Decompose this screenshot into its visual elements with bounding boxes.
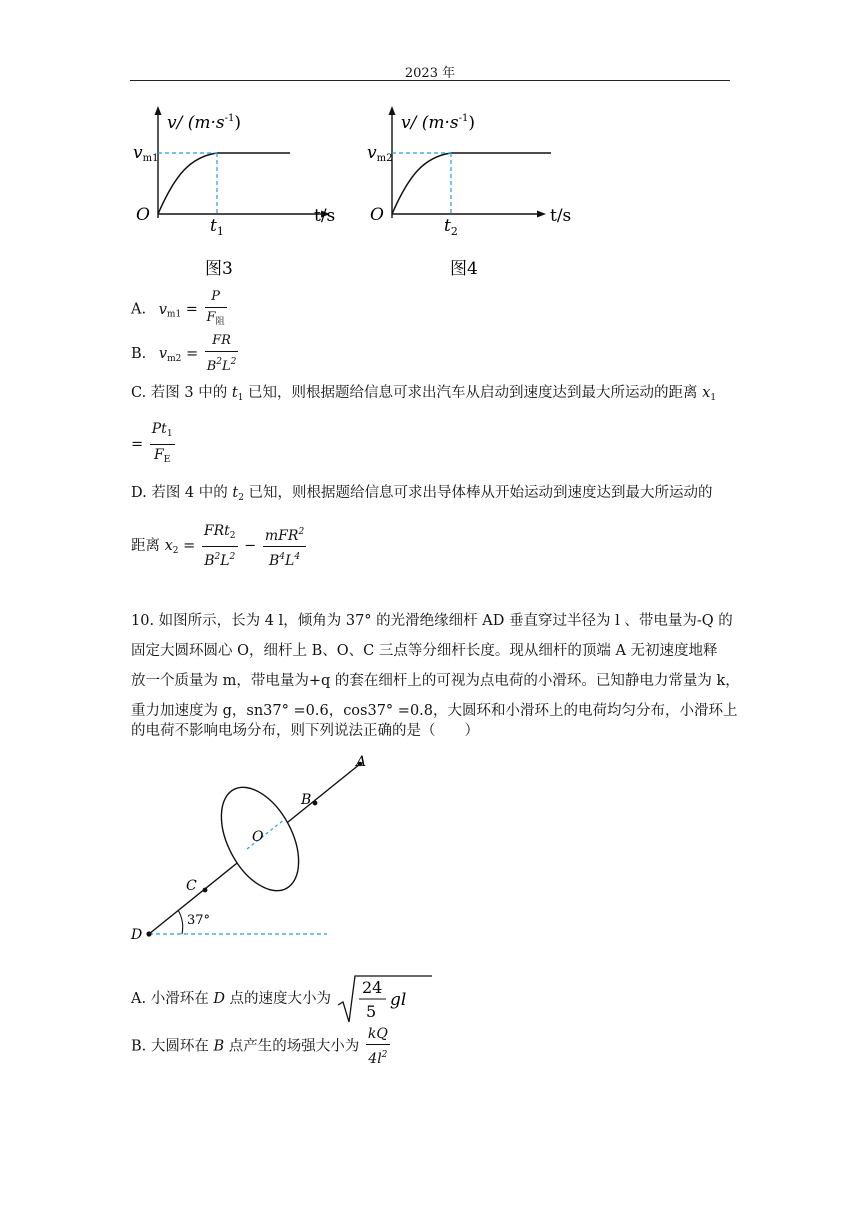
angle-arc <box>178 910 183 934</box>
label-a: A <box>356 754 367 770</box>
q9-option-d-formula: 距离 $x_2$ = $\frac{FRt_2}{B^2L^2}$ − $\frac{mFR^2}{B^4L^4}$ <box>131 523 305 569</box>
point-c <box>203 888 208 893</box>
header-rule <box>130 80 730 81</box>
t-label: $t_1$ <box>210 216 224 238</box>
figure-caption: 图3 <box>205 259 233 279</box>
q9-option-c: C. 若图 3 中的 $t_1$ 已知，则根据题给信息可求出汽车从启动到速度达到最大所运动的距离 $x_1$ <box>131 385 717 403</box>
y-axis-label: v/ $(m\cdot s^{-1})$ <box>401 113 476 133</box>
q9-option-b: B. $v_{m2}$ = $\frac{FR}{B^2L^2}$ <box>131 331 240 377</box>
angle-label: 37° <box>187 913 211 928</box>
t-label: $t_2$ <box>444 216 458 238</box>
q10-figure <box>120 750 367 945</box>
graph-fig3 <box>120 100 360 285</box>
vmax-label: vm2 <box>367 143 393 164</box>
page-header-year: 2023 年 <box>404 66 456 81</box>
origin-label: O <box>370 205 384 225</box>
x-axis-label: t/s <box>314 206 336 226</box>
svg-text:gl: gl <box>389 990 406 1010</box>
svg-text:5: 5 <box>365 1002 376 1021</box>
label-c: C <box>186 878 197 894</box>
svg-text:24: 24 <box>361 978 383 997</box>
graph-fig4 <box>354 100 594 285</box>
q10-line-5: 的电荷不影响电场分布，则下列说法正确的是（ ） <box>131 723 479 739</box>
q10-line-3: 放一个质量为 m，带电量为+q 的套在细杆上的可视为点电荷的小滑环。已知静电力常量为 k， <box>131 673 740 689</box>
label-b: B <box>301 792 312 808</box>
q10-line-1: 10. 如图所示，长为 4 l，倾角为 37° 的光滑绝缘细杆 AD 垂直穿过半径为 l 、带电量为-Q 的 <box>131 613 733 629</box>
q10-line-4: 重力加速度为 g，sn37° =0.6，cos37° =0.8，大圆环和小滑环上的电荷均匀分布，小滑环上 <box>131 703 738 719</box>
q10-line-2: 固定大圆环圆心 O，细杆上 B、O、C 三点等分细杆长度。现从细杆的顶端 A 无初速度地释 <box>131 643 718 659</box>
label-d: D <box>131 927 143 943</box>
q9-option-d: D. 若图 4 中的 $t_2$ 已知，则根据题给信息可求出导体棒从开始运动到速度达到最大所运动的 <box>131 485 713 503</box>
velocity-curve <box>158 153 217 214</box>
q10-option-a: A. 小滑环在 D 点的速度大小为 24 5 gl <box>131 973 432 1025</box>
q10-option-b: B. 大圆环在 B 点产生的场强大小为 $\frac{kQ}{4l^2}$ <box>131 1026 388 1067</box>
figure-caption: 图4 <box>450 259 478 279</box>
x-axis-label: t/s <box>550 206 572 226</box>
origin-label: O <box>136 205 150 225</box>
point-b <box>313 801 318 806</box>
y-axis-label: v/ $(m\cdot s^{-1})$ <box>167 113 242 133</box>
velocity-curve <box>392 153 451 214</box>
sqrt-expression <box>336 973 432 1025</box>
label-o: O <box>252 829 264 845</box>
q9-option-c-formula: = $\frac{Pt_1}{F_E}$ <box>131 419 177 470</box>
point-d <box>146 931 151 936</box>
vmax-label: vm1 <box>133 143 159 164</box>
q9-option-a: A. $v_{m1}$ = $\frac{P}{F_阻}$ <box>131 287 229 332</box>
